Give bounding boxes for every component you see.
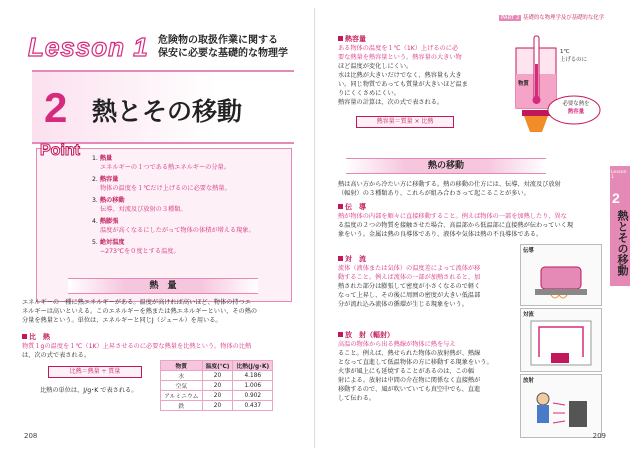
heat-capacity-heading: [338, 34, 366, 44]
convection-heading: [338, 254, 366, 264]
lesson-subtitle-line-2: 保安に必要な基礎的な物理学: [158, 48, 288, 59]
conv-line: 動すること。例えば流体の一部が加熱されると、加: [338, 274, 481, 281]
table-cell: 20: [202, 401, 233, 411]
radiation-paragraph: [338, 340, 514, 403]
conv-line: 流体（液体または気体）の温度差によって流体が移: [338, 265, 481, 272]
point-item: [92, 196, 288, 214]
point-item: [92, 238, 288, 256]
hc-line: 要な熱量を熱容量という。熱容量の大きい物: [338, 54, 462, 61]
square-bullet-icon: [338, 204, 343, 209]
table-cell: 0.437: [233, 401, 273, 411]
table-cell: 空気: [161, 381, 203, 391]
point-item: [92, 217, 288, 235]
point-title: 熱容量: [99, 176, 119, 183]
radiation-figure: [520, 374, 602, 438]
conv-line: なって上昇し、その後に周囲の密度が大きい低温部: [338, 292, 481, 299]
page-number-right: 209: [592, 432, 606, 440]
transfer-line: 熱は高い方から冷たい方に移動する。熱の移動の仕方には、伝導、対流及び放射: [338, 181, 561, 188]
conv-line: 分が流れ込み流体の循環が生じる現象をいう。: [338, 301, 468, 308]
rad-line: 射による。放射は中間の介在物に関係なく直接熱が: [338, 377, 481, 384]
convection-title: 対 流: [345, 255, 366, 263]
point-title: 熱膨張: [99, 218, 119, 225]
point-num: 2.: [92, 176, 98, 183]
table-cell: 鉄: [161, 401, 203, 411]
chapter-number: 2: [44, 84, 68, 131]
right-page: [316, 8, 630, 448]
point-label: Point: [40, 142, 80, 159]
rad-line: となって直進して低温物体の方に移動する現象をいう。: [338, 359, 493, 366]
point-desc: 温度が高くなるにしたがって物体の体積が増える現象。: [100, 227, 255, 234]
specific-heat-table: [160, 360, 273, 411]
lesson-label: Lesson 1: [28, 32, 149, 62]
point-num: 4.: [92, 218, 98, 225]
heat-capacity-figure: [512, 34, 604, 138]
figure-label-substance: 物質: [518, 81, 529, 87]
table-row: [161, 391, 273, 401]
table-cell: アルミニウム: [161, 391, 203, 401]
hc-line: い。同じ物質であっても質量が大きいほど温ま: [338, 81, 468, 88]
point-item: [92, 154, 288, 172]
cloud-line-2: 熱容量: [567, 109, 585, 115]
figure-cloud-text: [556, 100, 596, 116]
square-bullet-icon: [338, 256, 343, 261]
section-heading-heat: 熱 量: [68, 278, 258, 294]
table-header: 温度(℃): [202, 361, 233, 371]
point-title: 熱の移動: [99, 197, 125, 204]
convection-figure: [520, 308, 602, 372]
cond-line: る温度の２つの物質を接触させた場合、高温部から低温部に直接熱が伝わっていく現: [338, 222, 574, 229]
figure-label-1c: 1℃: [560, 49, 570, 55]
rad-line: して伝わる。: [338, 395, 376, 402]
side-tab-number: 2: [612, 190, 620, 206]
square-bullet-icon: [338, 332, 343, 337]
heat-capacity-paragraph: [338, 44, 508, 107]
chapter-title: 熱とその移動: [92, 97, 243, 126]
conduction-heading: [338, 202, 366, 212]
table-cell: 4.186: [233, 371, 273, 381]
heat-line: ネルギーは高いといえる。このエネルギーを熱または熱エネルギーといい、その熱の: [22, 308, 258, 315]
point-title: 絶対温度: [99, 239, 125, 246]
left-page: [8, 8, 315, 448]
point-list: [92, 154, 288, 259]
square-bullet-icon: [338, 36, 343, 41]
hc-line: 熱容量の計算は、次の式で表される。: [338, 99, 444, 106]
side-tab-title: 熱とその移動: [616, 210, 629, 276]
table-cell: 0.902: [233, 391, 273, 401]
running-header: [499, 14, 604, 22]
lesson-subtitle-line-1: 危険物の取扱作業に関する: [158, 35, 278, 46]
transfer-paragraph: [338, 180, 610, 198]
heat-line: エネルギーの一種に熱エネルギーがある。温度が高ければ高いほど、物体の持つエ: [22, 299, 251, 306]
table-row: [161, 381, 273, 391]
square-bullet-icon: [22, 334, 27, 339]
conduction-title: 伝 導: [345, 203, 366, 211]
cloud-line-1: 必要な熱を: [562, 101, 590, 107]
page-number-left: 208: [24, 432, 38, 440]
point-desc: エネルギーの１つである熱エネルギーの分量。: [100, 164, 230, 171]
rad-line: 火事が風上にも延焼することがあるのは、この輻: [338, 368, 475, 375]
heat-paragraph: [22, 298, 308, 325]
table-row: [161, 371, 273, 381]
specific-heat-table-wrap: [160, 360, 273, 411]
specific-line: 物質１gの温度を１℃（1K）上昇させるのに必要な熱量を比熱という。物体の比熱: [22, 343, 252, 350]
convection-paragraph: [338, 264, 514, 309]
rad-line: 高温の物体から出る熱線が物体に熱を与え: [338, 341, 456, 348]
table-header-row: [161, 361, 273, 371]
radiation-figure-label: 放射: [523, 378, 534, 384]
specific-heat-heading: [22, 332, 50, 342]
table-header: 比熱(J/g･K): [233, 361, 273, 371]
side-tab-lesson: Lesson 1: [611, 170, 627, 180]
rad-line: 移動するので、風が吹いていても真空中でも、直進: [338, 386, 481, 393]
section-heading-transfer: 熱の移動: [346, 158, 546, 174]
point-item: [92, 175, 288, 193]
rad-line: ること。例えば、熱せられた物体の放射熱が、熱線: [338, 350, 481, 357]
hc-line: ほど温度が変化しにくい。: [338, 63, 413, 70]
heat-line: 分量を熱量という。単位は、エネルギーと同じJ（ジュール）を用いる。: [22, 317, 222, 324]
specific-line: は、次の式で表される。: [22, 352, 91, 359]
point-num: 1.: [92, 155, 98, 162]
specific-heat-unit: 比熱の単位は、J/g･K で表される。: [40, 387, 138, 394]
header-title: 基礎的な物理学及び基礎的な化学: [523, 15, 604, 21]
table-cell: 20: [202, 381, 233, 391]
conduction-figure: [520, 244, 602, 306]
header-part: PART 2: [501, 15, 520, 21]
convection-figure-label: 対流: [523, 312, 534, 318]
conduction-paragraph: [338, 212, 610, 239]
table-row: [161, 401, 273, 411]
point-num: 5.: [92, 239, 98, 246]
table-cell: 20: [202, 391, 233, 401]
point-desc: 伝導、対流及び放射の３種類。: [100, 206, 187, 213]
point-desc: 物体の温度を１℃だけ上げるのに必要な熱量。: [100, 185, 231, 192]
cond-line: 熱が物体の内部を順々に直接移動すること。例えば物体の一部を加熱したり、異な: [338, 213, 567, 220]
transfer-line: （輻射）の３種類あり、これらが組み合わさって起こることが多い。: [338, 190, 530, 197]
table-header: 物質: [161, 361, 203, 371]
formula-heat-capacity: 熱容量＝質量 × 比熱: [356, 116, 454, 128]
specific-heat-paragraph: [22, 342, 308, 360]
lesson-subtitle: [158, 34, 288, 60]
point-desc: −273℃を０度とする温度。: [100, 248, 180, 255]
radiation-heading: [338, 330, 394, 340]
hc-line: りにくくさめにくい。: [338, 90, 400, 97]
hc-line: ある物体の温度を１℃（1K）上げるのに必: [338, 45, 459, 52]
table-cell: 1.006: [233, 381, 273, 391]
point-num: 3.: [92, 197, 98, 204]
conv-line: 熱された部分は膨張して密度が小さくなるので軽く: [338, 283, 481, 290]
hc-line: 水は比熱が大きいだけでなく、熱容量も大き: [338, 72, 462, 79]
cond-line: 象をいう。金属は熱の良導体であり、液体や気体は熱の不良導体である。: [338, 231, 543, 238]
table-cell: 20: [202, 371, 233, 381]
chapter-side-tab: [610, 166, 630, 286]
table-cell: 水: [161, 371, 203, 381]
point-title: 熱量: [99, 155, 113, 162]
formula-specific-heat: 比熱＝熱量 ÷ 質量: [48, 366, 142, 378]
figure-label-raise: 上げるのに: [560, 57, 587, 63]
heat-capacity-title: 熱容量: [345, 35, 366, 43]
radiation-title: 放 射（輻射）: [345, 331, 394, 339]
specific-heat-title: 比 熱: [29, 333, 50, 341]
conduction-figure-label: 伝導: [523, 248, 534, 254]
